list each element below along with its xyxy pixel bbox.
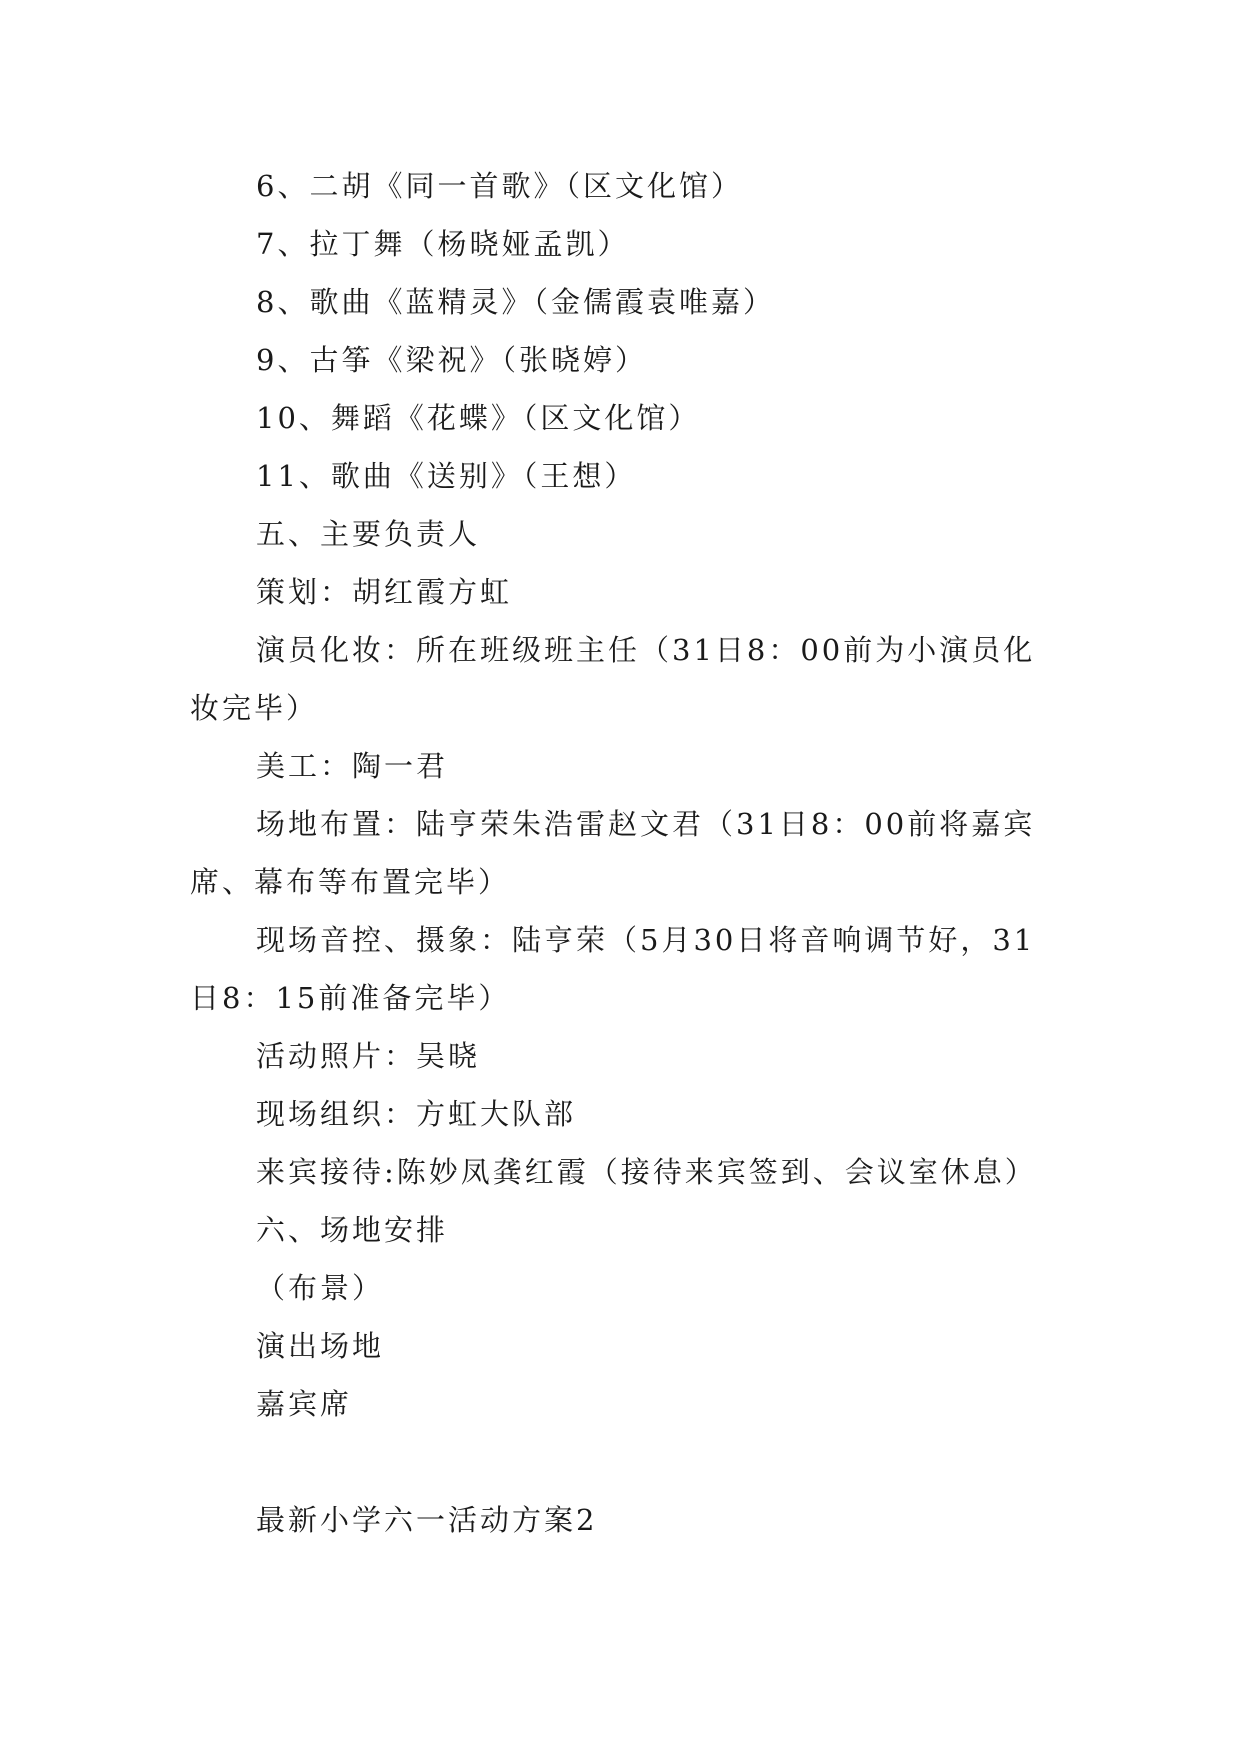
responsible-guest-reception: 来宾接待:陈妙凤龚红霞（接待来宾签到、会议室休息） [256,1155,1037,1189]
program-item-9: 9、古筝《梁祝》（张晓婷） [256,343,647,377]
responsible-planning: 策划：胡红霞方虹 [256,575,513,609]
program-item-10: 10、舞蹈《花蝶》（区文化馆） [256,401,701,435]
next-section-title: 最新小学六一活动方案2 [256,1503,598,1537]
program-item-6: 6、二胡《同一首歌》（区文化馆） [256,169,743,203]
venue-guest-seats: 嘉宾席 [256,1387,353,1421]
section-heading-venue: 六、场地安排 [256,1213,449,1247]
program-item-11: 11、歌曲《送别》（王想） [256,459,637,493]
responsible-makeup-continued: 妆完毕） [190,691,319,725]
venue-scenery: （布景） [256,1271,385,1305]
responsible-sound-camera-continued: 日8：15前准备完毕） [190,981,511,1015]
responsible-onsite-organization: 现场组织：方虹大队部 [256,1097,577,1131]
responsible-venue-setup: 场地布置：陆亨荣朱浩雷赵文君（31日8：00前将嘉宾 [256,807,1036,841]
responsible-photos: 活动照片：吴晓 [256,1039,481,1073]
section-heading-responsible: 五、主要负责人 [256,517,481,551]
program-item-8: 8、歌曲《蓝精灵》（金儒霞袁唯嘉） [256,285,775,319]
responsible-venue-setup-continued: 席、幕布等布置完毕） [190,865,511,899]
responsible-art: 美工：陶一君 [256,749,449,783]
responsible-sound-camera: 现场音控、摄象：陆亨荣（5月30日将音响调节好，31 [256,923,1036,957]
program-item-7: 7、拉丁舞（杨晓娅孟凯） [256,227,630,261]
responsible-makeup: 演员化妆：所在班级班主任（31日8：00前为小演员化 [256,633,1036,667]
venue-stage: 演出场地 [256,1329,385,1363]
